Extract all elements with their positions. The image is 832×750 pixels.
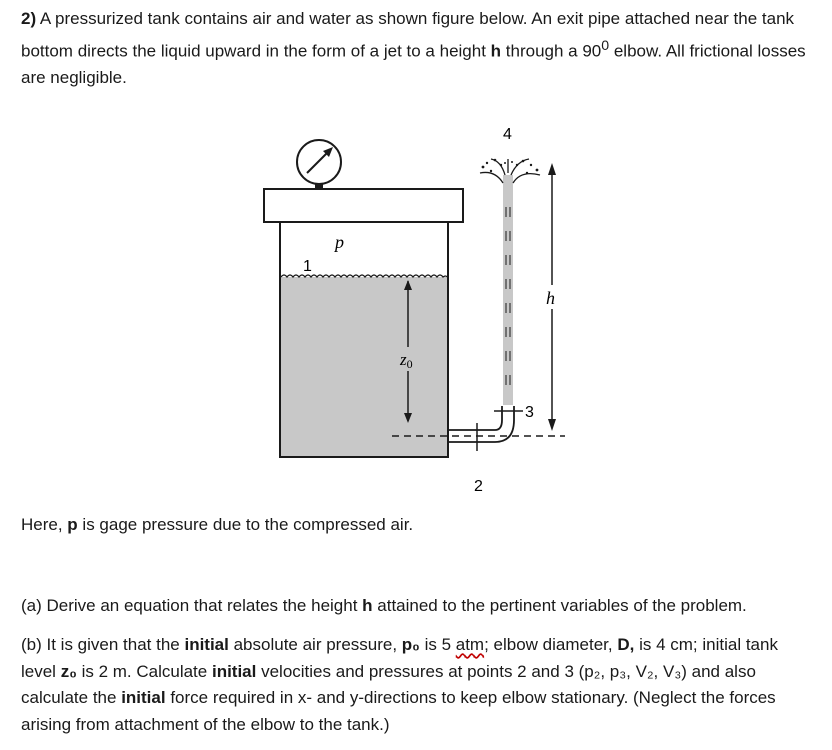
z0-symbol: z₀ bbox=[60, 661, 77, 681]
spellcheck-word: atm bbox=[455, 635, 485, 654]
label-z0: z0 bbox=[400, 350, 413, 371]
height-symbol-a: h bbox=[362, 596, 373, 615]
height-symbol: h bbox=[490, 41, 502, 61]
p-symbol: p bbox=[67, 515, 78, 534]
label-point-3: 3 bbox=[525, 404, 534, 421]
problem-number: 2) bbox=[21, 9, 37, 28]
intro-text-3: elbow. All frictional losses are negligible. bbox=[21, 41, 806, 87]
intro-text-1: A pressurized tank contains air and water as shown figure below. An exit pipe attached near the tank bottom directs the liquid upward in the form of a jet to a height bbox=[21, 9, 795, 61]
water-jet bbox=[480, 159, 540, 405]
part-a: (a) Derive an equation that relates the height h attained to the pertinent variables of the problem. bbox=[21, 596, 747, 615]
degree-superscript: 0 bbox=[601, 37, 610, 54]
gage-pressure-note: Here, p is gage pressure due to the compressed air. bbox=[21, 515, 414, 534]
d-symbol: D, bbox=[617, 635, 635, 654]
label-h: h bbox=[546, 288, 555, 308]
problem-statement bbox=[21, 6, 811, 91]
intro-text-2: through a 90 bbox=[501, 41, 602, 61]
label-point-4: 4 bbox=[503, 126, 512, 143]
tank-lid bbox=[264, 189, 463, 222]
elbow bbox=[495, 420, 502, 430]
label-point-1: 1 bbox=[303, 258, 312, 275]
tank-diagram bbox=[255, 115, 585, 500]
p0-symbol: p₀ bbox=[401, 635, 420, 654]
water-region bbox=[281, 277, 447, 456]
label-point-2: 2 bbox=[474, 478, 483, 495]
part-b: (b) It is given that the initial absolute air pressure, p₀ is 5 atm; elbow diameter, D, is 4 cm; initial tank level z₀ is 2 m. Calculate initial velocities and pressures at points 2 and 3 (p₂, p₃, V₂, V₃) and also calculate the initial force required in x- and y-directions to keep elbow stationary. (Neglect the forces arising from attachment of the elbow to the tank.) bbox=[21, 635, 778, 734]
label-p: p bbox=[335, 232, 344, 252]
